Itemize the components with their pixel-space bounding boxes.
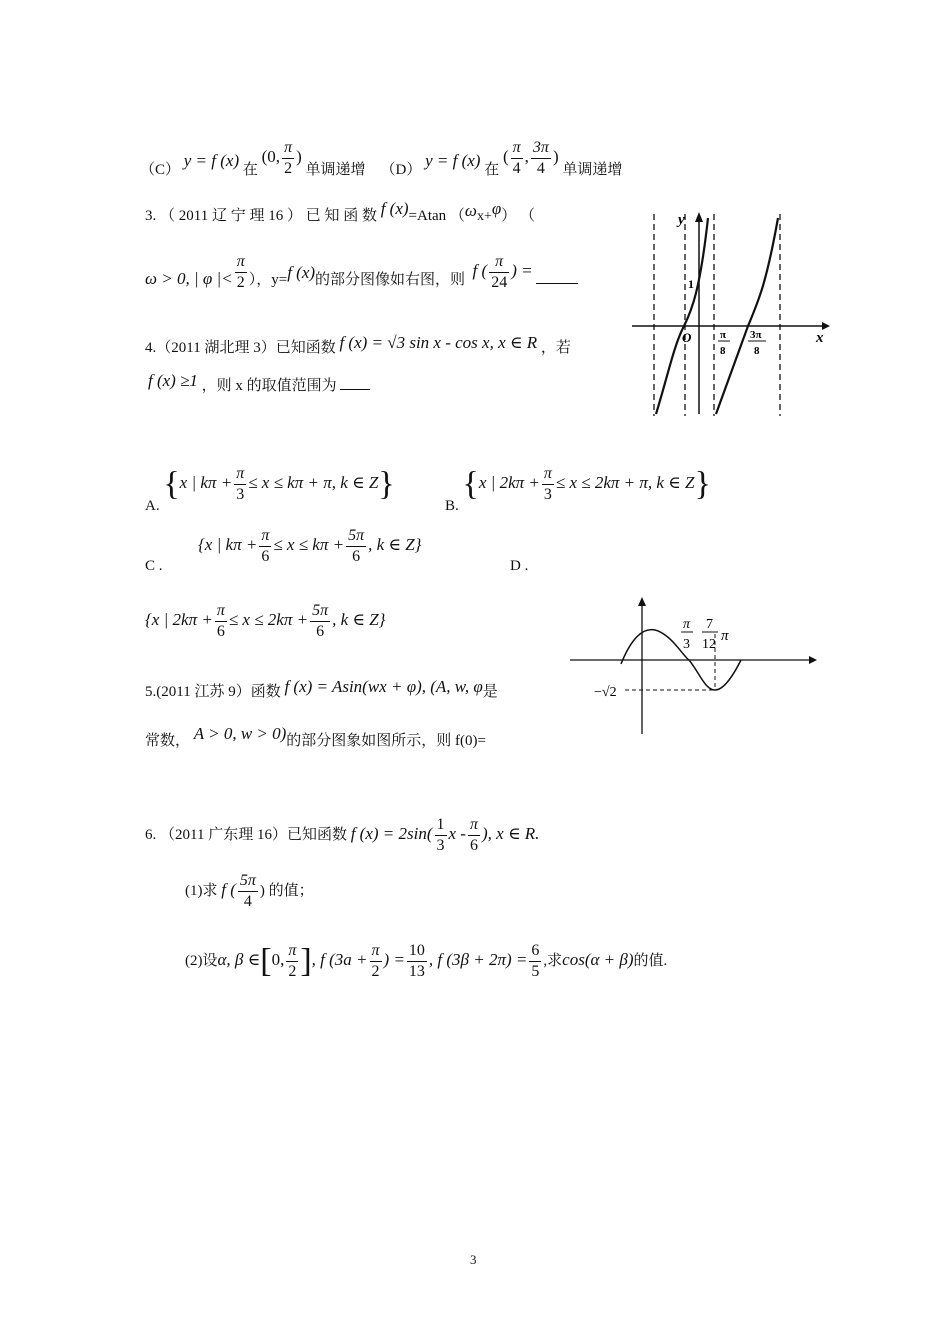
graph2-t1-num: π <box>683 617 691 632</box>
q4-option-c-label: C . <box>145 558 163 574</box>
graph2-t1-den: 3 <box>683 637 690 652</box>
page-number: 3 <box>470 1252 477 1267</box>
q6-part-2: (2)设α, β ∈[0, $\frac{\pi}{2}$ ], f (3a + $\frac{\pi}{2}$ ) = $\frac{10}{13}$ , f (3β + 2π) = $\frac{6}{5}$ ,求cos(α + β)的值. <box>185 942 668 980</box>
q4-line-2: f (x) ≥1 ，则 x 的取值范围为 <box>148 375 370 396</box>
option-c-zai: 在 <box>242 161 258 178</box>
sine-graph <box>565 594 825 736</box>
q4-option-d-label: D . <box>510 558 529 574</box>
q5-function: f (x) = Asin(wx + φ), (A, w, φ <box>284 677 483 696</box>
q4-function: f (x) = √3 sin x - cos x, x ∈ R <box>339 333 538 352</box>
q5-line-1: 5.(2011 江苏 9）函数 f (x) = Asin(wx + φ), (A, w, φ是 <box>145 677 498 700</box>
q3-line-1: 3. （ 2011 辽 宁 理 16 ） 已 知 函 数 f (x)=Atan （ωx+φ） （ <box>145 199 536 224</box>
option-d-label: （D） <box>380 161 422 178</box>
graph1-one-label: 1 <box>688 277 694 291</box>
q3-head: 3. （ 2011 辽 宁 理 16 ） 已 知 函 数 <box>145 208 377 224</box>
q4-option-c: {x | kπ + $\frac{\pi}{6}$ ≤ x ≤ kπ + $\frac{5\pi}{6}$ , k ∈ Z} <box>198 527 422 565</box>
tan-branch-1 <box>656 218 708 414</box>
graph1-origin-label: O <box>682 330 692 345</box>
graph1-y-label: y <box>678 212 685 228</box>
q5-line-2: 常数， A > 0, w > 0)的部分图象如图所示，则 f(0)= <box>145 724 486 749</box>
q6-part-1: (1)求 f ( $\frac{5\pi}{4}$ ) 的值； <box>185 872 314 910</box>
tan-branch-2 <box>716 218 778 414</box>
graph1-tick1-den: 8 <box>720 345 726 357</box>
q4-answer-blank[interactable] <box>340 389 370 390</box>
graph1-x-label: x <box>816 330 824 346</box>
option-d-mono: 单调递增 <box>562 161 623 178</box>
q4-line-1: 4.（2011 湖北理 3）已知函数 f (x) = √3 sin x - cos x, x ∈ R ，若 <box>145 333 571 356</box>
q6-head: 6. （2011 广东理 16）已知函数 <box>145 826 347 843</box>
tangent-graph <box>628 210 833 420</box>
option-c-label: （C） <box>140 161 181 178</box>
graph2-t2-den: 12 <box>702 637 716 652</box>
graph1-tick2-den: 8 <box>754 345 760 357</box>
q4-head: 4.（2011 湖北理 3）已知函数 <box>145 340 336 356</box>
graph2-y-value: −√2 <box>594 685 617 700</box>
option-d-zai: 在 <box>484 161 500 178</box>
q4-option-d: {x | 2kπ + $\frac{\pi}{6}$ ≤ x ≤ 2kπ + $\frac{5\pi}{6}$ , k ∈ Z} <box>145 602 386 640</box>
option-c-function: y = f (x) <box>183 150 240 170</box>
q4-option-a: A. {x | kπ + $\frac{\pi}{3}$ ≤ x ≤ kπ + π, k ∈ Z} <box>145 465 395 514</box>
graph1-tick2-num: 3π <box>750 329 762 341</box>
option-d-function: y = f (x) <box>425 150 481 170</box>
option-c-frac: $\frac{\pi}{2}$ <box>284 139 293 177</box>
q4-option-b: B. {x | 2kπ + $\frac{\pi}{3}$ ≤ x ≤ 2kπ + π, k ∈ Z} <box>445 465 711 514</box>
option-c-mono: 单调递增 <box>305 161 366 178</box>
q2-options-line: （C） y = f (x) 在 (0, $\frac{\pi}{2}$ ) 单调递增 （D） y = f (x) 在 ( $\frac{\pi}{4}$ , $\frac{3\pi}{4}$ ) 单调递增 <box>140 139 623 178</box>
graph2-t2-num: 7 <box>706 617 713 632</box>
graph2-t2-pi: π <box>721 628 729 644</box>
q5-head: 5.(2011 江苏 9）函数 <box>145 684 281 700</box>
q3-answer-blank[interactable] <box>536 283 578 284</box>
q6-line-1: 6. （2011 广东理 16）已知函数 f (x) = 2sin( $\frac{1}{3}$ x - $\frac{\pi}{6}$ ), x ∈ R. <box>145 816 540 854</box>
graph1-tick1-num: π <box>720 329 727 341</box>
q3-line-2: ω > 0, | φ |< $\frac{\pi}{2}$ ），y=f (x)的部分图像如右图，则 f ( $\frac{\pi}{24}$ ) = <box>145 262 578 299</box>
